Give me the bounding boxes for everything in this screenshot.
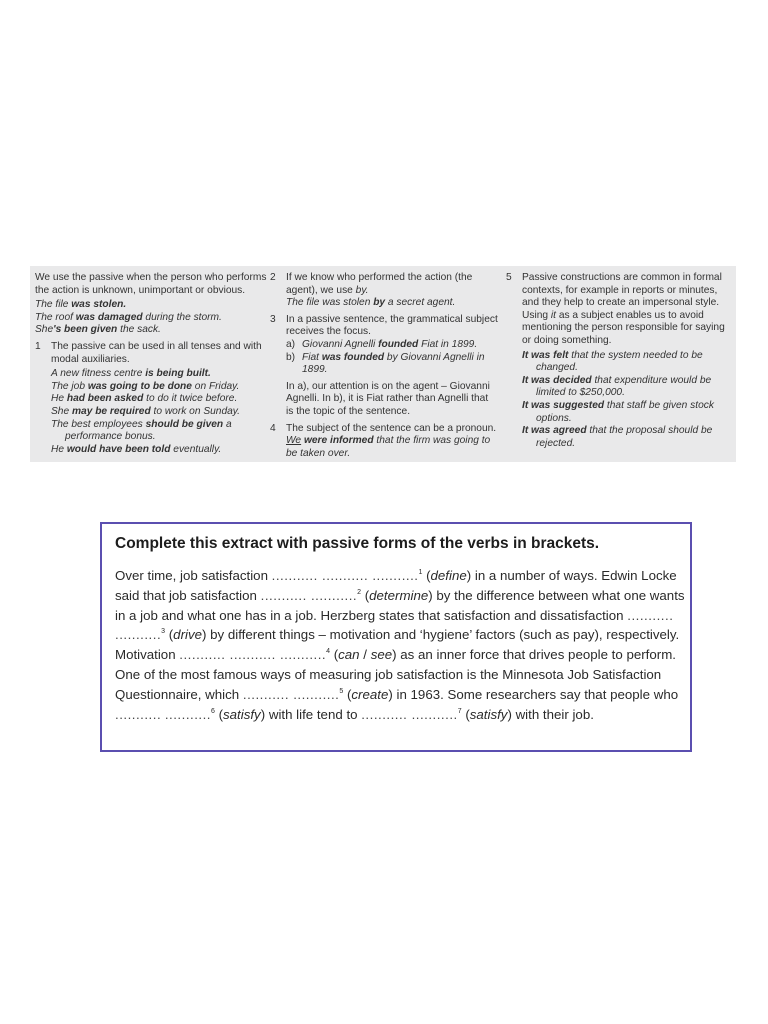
answer-blank-6b[interactable]: ...........	[164, 706, 211, 722]
verb-hint: satisfy	[223, 706, 261, 722]
grammar-point-4	[270, 423, 498, 436]
example-sentence: He would have been told eventually.	[51, 443, 222, 455]
answer-blank-1[interactable]: ........... ........... ...........	[271, 568, 419, 583]
sub-example-b: b) Fiat was founded by Giovanni Agnelli in 1899.	[286, 351, 485, 376]
blank-number: 7	[457, 707, 462, 715]
grammar-reference-panel	[30, 266, 736, 462]
answer-blank-6a[interactable]: ...........	[115, 706, 162, 722]
grammar-column-2	[270, 272, 498, 460]
example-sentence: We were informed that the firm was going to be taken over.	[286, 435, 491, 459]
blank-number: 2	[357, 588, 362, 596]
point-number: 4	[270, 422, 276, 434]
verb-hint: define	[430, 568, 467, 583]
answer-blank-5[interactable]: ........... ...........	[242, 686, 340, 702]
answer-blank-2[interactable]: ........... ...........	[260, 587, 358, 603]
example-sentence: He had been asked to do it twice before.	[51, 393, 238, 405]
point-text: The subject of the sentence can be a pronoun.	[286, 422, 497, 434]
example-sentence: It was felt that the system needed to be changed.	[522, 349, 703, 374]
example-sentence: She's been given the sack.	[35, 324, 161, 336]
point-text: In a passive sentence, the grammatical subject receives the focus.	[286, 313, 498, 338]
explanation-text: In a), our attention is on the agent – Giovanni Agnelli. In b), it is Fiat rather than Agnelli that is the topic of the sentence.	[286, 380, 490, 417]
answer-blank-3[interactable]: ........... ...........	[115, 607, 674, 643]
example-sentence: The best employees should be given a performance bonus.	[51, 418, 232, 443]
example-sentence: It was agreed that the proposal should be rejected.	[522, 425, 713, 449]
example-sentence: It was suggested that staff be given stock options.	[522, 399, 714, 424]
example-list	[506, 350, 734, 451]
point-number: 3	[270, 313, 276, 325]
point-number: 1	[35, 340, 41, 352]
verb-hint: can	[338, 647, 360, 663]
example-list	[35, 368, 267, 456]
exercise-text: Over time, job satisfaction ........... ........... ...........$^1$ (define) in a number of ways. Edwin Locke said that job satisfaction ........... ...........$^2$ (determine) by the difference between what one wants in a job and what one has in a job. Herzberg states that satisfaction and dissatisfaction ........... ...........$^3$ (drive) by different things – motivation and ‘hygiene’ factors (such as pay), respectively. Motivation ........... ........... ...........$^4$ (can / see) as an inner force that drives people to perform. One of the most famous ways of measuring job satisfaction is the Minnesota Job Satisfaction Questionnaire, which ........... ...........$^5$ (create) in 1963. Some researchers say that people who ........... ...........$^6$ (satisfy) with life tend to ........... ...........$^7$ (satisfy) with their job.	[115, 568, 685, 722]
blank-number: 5	[339, 687, 344, 695]
exercise-title: Complete this extract with passive forms of the verbs in brackets.	[115, 535, 600, 552]
grammar-point-1	[35, 341, 267, 366]
blank-number: 3	[161, 628, 166, 636]
grammar-column-3	[506, 272, 734, 450]
blank-number: 1	[418, 569, 423, 576]
example-sentence: The job was going to be done on Friday.	[51, 380, 240, 392]
exercise-box	[100, 522, 692, 752]
intro-text: We use the passive when the person who performs the action is unknown, unimportant or obvious.	[35, 272, 267, 296]
point-number: 2	[270, 272, 276, 283]
point-text: If we know who performed the action (the agent), we use by.	[286, 272, 473, 296]
blank-number: 4	[326, 648, 331, 656]
example-sentence: She may be required to work on Sunday.	[51, 405, 240, 417]
point-number: 5	[506, 272, 512, 283]
grammar-point-5	[506, 272, 734, 348]
answer-blank-4[interactable]: ........... ........... ...........	[179, 647, 327, 663]
sub-example-a: a) Giovanni Agnelli founded Fiat in 1899.	[286, 338, 478, 350]
example-sentence: A new fitness centre is being built.	[51, 368, 211, 380]
blank-number: 6	[210, 707, 215, 715]
verb-hint: determine	[369, 587, 429, 603]
point-text: The passive can be used in all tenses and with modal auxiliaries.	[51, 340, 262, 365]
example-sentence: The file was stolen.	[35, 299, 127, 311]
example-sentence: The file was stolen by a secret agent.	[286, 297, 456, 309]
example-sentence: It was decided that expenditure would be limited to $250,000.	[522, 374, 712, 399]
verb-hint: drive	[173, 627, 202, 643]
example-list	[270, 339, 498, 419]
example-sentence: The roof was damaged during the storm.	[35, 311, 222, 323]
grammar-point-2	[270, 272, 498, 297]
point-text: Passive constructions are common in formal contexts, for example in reports or minutes, and they help to create an impersonal style. Using it as a subject enables us to avoid mentioning the person responsible for saying or doing something.	[522, 272, 725, 346]
grammar-column-1	[35, 272, 267, 456]
verb-hint: create	[351, 686, 389, 702]
verb-hint: satisfy	[469, 706, 508, 722]
verb-hint: see	[370, 647, 393, 663]
grammar-point-3	[270, 314, 498, 339]
answer-blank-7[interactable]: ........... ...........	[361, 706, 458, 722]
